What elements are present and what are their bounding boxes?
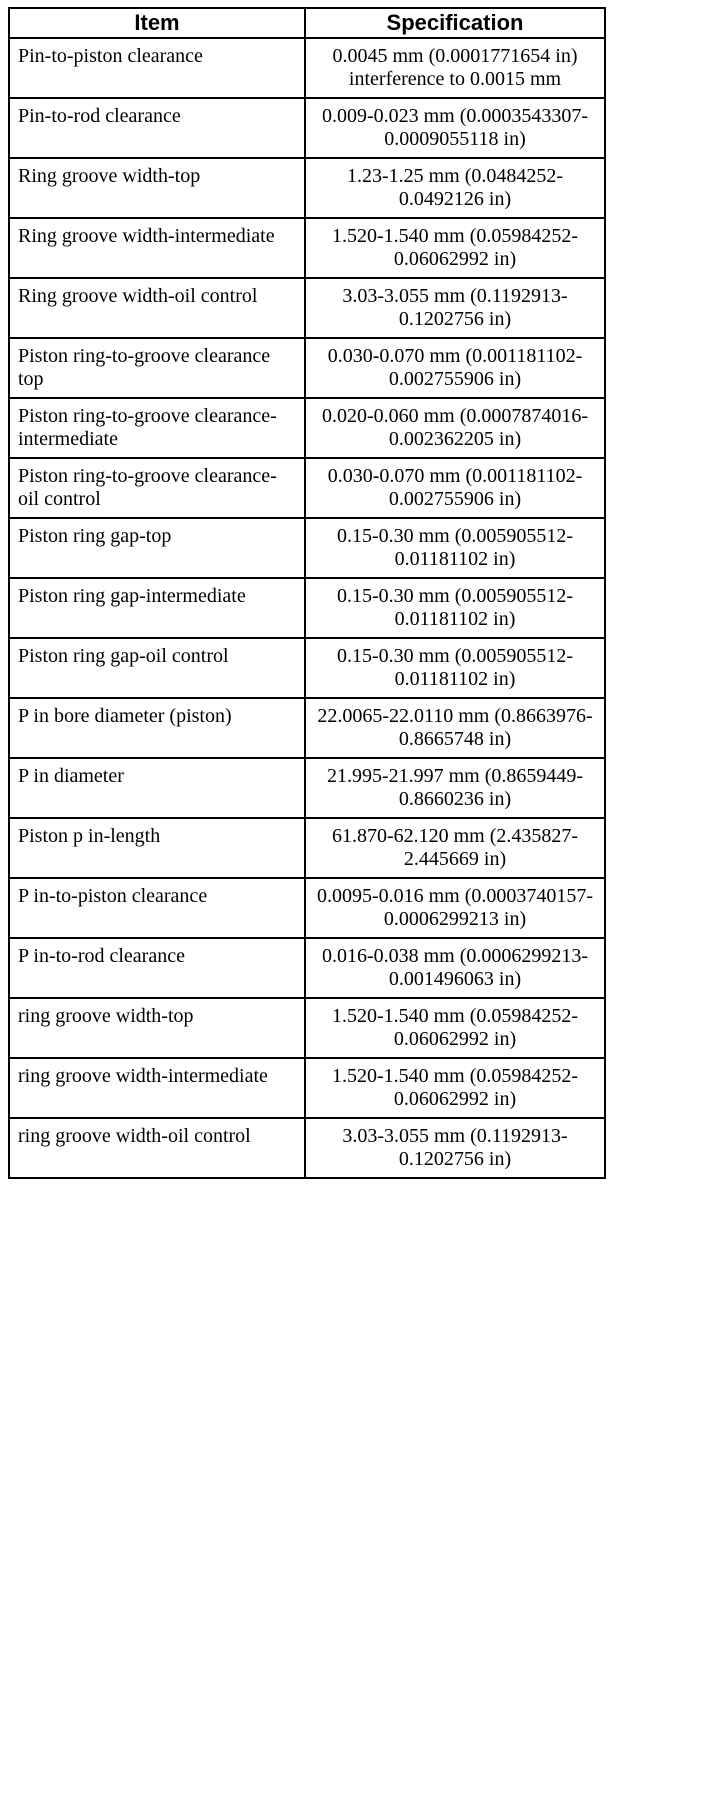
- specification-cell: 1.23-1.25 mm (0.0484252-0.0492126 in): [305, 158, 605, 218]
- specification-cell: 1.520-1.540 mm (0.05984252-0.06062992 in): [305, 1058, 605, 1118]
- table-row: [9, 398, 605, 458]
- specification-cell: 0.016-0.038 mm (0.0006299213-0.001496063 in): [305, 938, 605, 998]
- table-row: [9, 98, 605, 158]
- specification-cell: 61.870-62.120 mm (2.435827-2.445669 in): [305, 818, 605, 878]
- specification-cell: 3.03-3.055 mm (0.1192913-0.1202756 in): [305, 1118, 605, 1178]
- table-row: [9, 638, 605, 698]
- table-row: [9, 158, 605, 218]
- item-cell: Ring groove width-top: [9, 158, 305, 218]
- item-cell: Pin-to-rod clearance: [9, 98, 305, 158]
- item-cell: P in-to-rod clearance: [9, 938, 305, 998]
- header-item: Item: [9, 8, 305, 38]
- table-row: [9, 998, 605, 1058]
- specification-cell: 21.995-21.997 mm (0.8659449-0.8660236 in): [305, 758, 605, 818]
- table-row: [9, 218, 605, 278]
- item-cell: Ring groove width-oil control: [9, 278, 305, 338]
- item-cell: Pin-to-piston clearance: [9, 38, 305, 98]
- item-cell: P in diameter: [9, 758, 305, 818]
- item-cell: Piston ring-to-groove clearance-oil control: [9, 458, 305, 518]
- specification-table: [8, 7, 606, 1179]
- specification-cell: 1.520-1.540 mm (0.05984252-0.06062992 in): [305, 998, 605, 1058]
- item-cell: Ring groove width-intermediate: [9, 218, 305, 278]
- table-row: [9, 578, 605, 638]
- table-row: [9, 1118, 605, 1178]
- item-cell: Piston ring gap-intermediate: [9, 578, 305, 638]
- specification-cell: 0.020-0.060 mm (0.0007874016-0.002362205 in): [305, 398, 605, 458]
- table-header-row: [9, 8, 605, 38]
- table-row: [9, 938, 605, 998]
- table-row: [9, 758, 605, 818]
- item-cell: ring groove width-oil control: [9, 1118, 305, 1178]
- header-specification: Specification: [305, 8, 605, 38]
- table-row: [9, 878, 605, 938]
- item-cell: P in-to-piston clearance: [9, 878, 305, 938]
- item-cell: Piston ring-to-groove clearance top: [9, 338, 305, 398]
- specification-cell: 0.15-0.30 mm (0.005905512-0.01181102 in): [305, 518, 605, 578]
- item-cell: Piston p in-length: [9, 818, 305, 878]
- item-cell: P in bore diameter (piston): [9, 698, 305, 758]
- table-row: [9, 1058, 605, 1118]
- specification-cell: 0.009-0.023 mm (0.0003543307-0.0009055118 in): [305, 98, 605, 158]
- table-row: [9, 818, 605, 878]
- specification-cell: 1.520-1.540 mm (0.05984252-0.06062992 in): [305, 218, 605, 278]
- table-row: [9, 698, 605, 758]
- specification-cell: 0.0095-0.016 mm (0.0003740157-0.0006299213 in): [305, 878, 605, 938]
- specification-cell: 22.0065-22.0110 mm (0.8663976-0.8665748 in): [305, 698, 605, 758]
- item-cell: Piston ring gap-oil control: [9, 638, 305, 698]
- item-cell: Piston ring gap-top: [9, 518, 305, 578]
- table-row: [9, 518, 605, 578]
- item-cell: ring groove width-intermediate: [9, 1058, 305, 1118]
- item-cell: ring groove width-top: [9, 998, 305, 1058]
- specification-cell: 0.030-0.070 mm (0.001181102-0.002755906 in): [305, 458, 605, 518]
- table-row: [9, 38, 605, 98]
- specification-cell: 0.15-0.30 mm (0.005905512-0.01181102 in): [305, 638, 605, 698]
- specification-cell: 0.15-0.30 mm (0.005905512-0.01181102 in): [305, 578, 605, 638]
- specification-cell: 0.030-0.070 mm (0.001181102-0.002755906 in): [305, 338, 605, 398]
- table-row: [9, 338, 605, 398]
- item-cell: Piston ring-to-groove clearance-intermediate: [9, 398, 305, 458]
- table-row: [9, 278, 605, 338]
- table-row: [9, 458, 605, 518]
- specification-cell: 3.03-3.055 mm (0.1192913-0.1202756 in): [305, 278, 605, 338]
- specification-cell: 0.0045 mm (0.0001771654 in) interference to 0.0015 mm: [305, 38, 605, 98]
